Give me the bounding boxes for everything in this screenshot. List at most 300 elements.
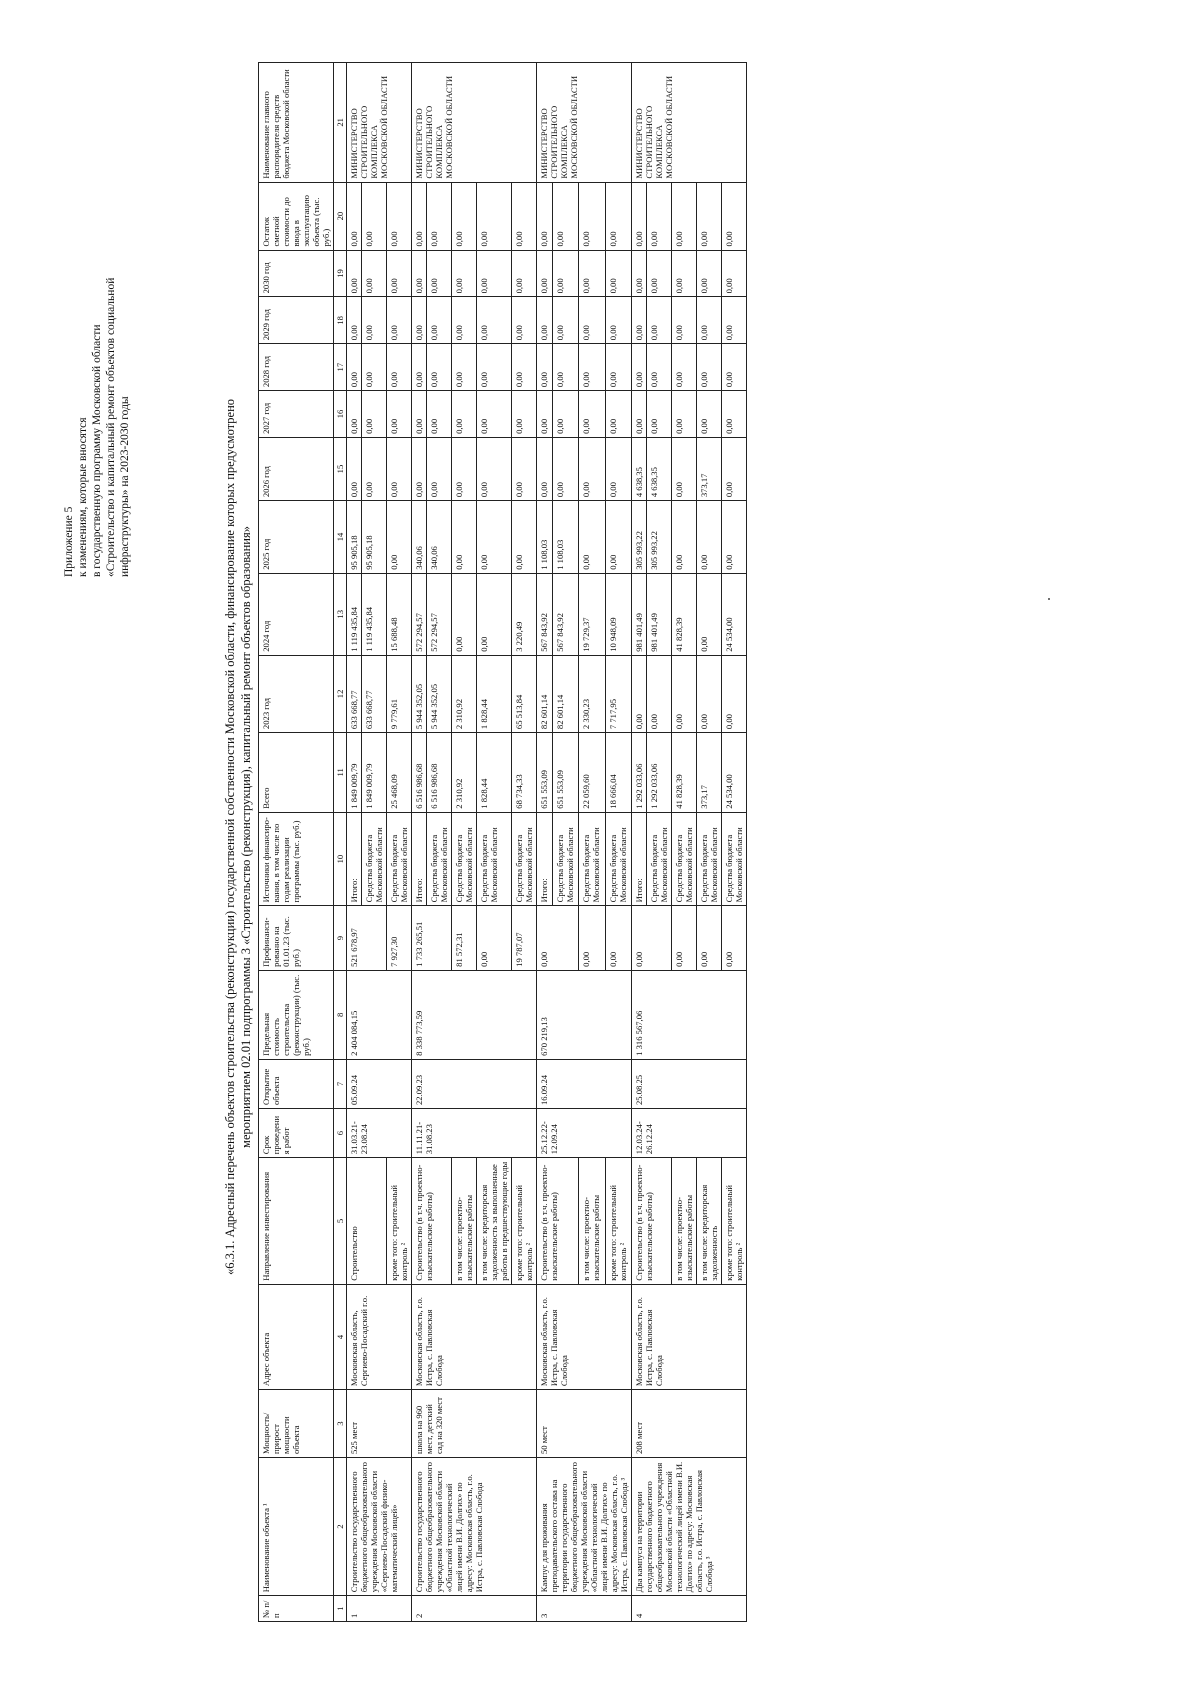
amount-cell: 0,00 bbox=[477, 437, 512, 500]
column-number: 20 bbox=[334, 182, 347, 250]
amount-cell: 0,00 bbox=[537, 344, 553, 391]
amount-cell: 981 401,49 bbox=[647, 573, 672, 655]
amount-cell: 0,00 bbox=[697, 250, 722, 297]
amount-cell: 0,00 bbox=[605, 501, 631, 574]
amount-cell: 0,00 bbox=[579, 182, 605, 250]
amount-cell: 981 401,49 bbox=[632, 573, 647, 655]
amount-cell: 567 843,92 bbox=[537, 573, 553, 655]
funding-source: Итого: bbox=[537, 812, 553, 906]
amount-cell: 0,00 bbox=[512, 501, 537, 574]
amount-cell: 65 513,84 bbox=[512, 655, 537, 732]
column-header: Наименование объекта ¹ bbox=[259, 1458, 334, 1596]
investment-direction: Строительство (в т.ч. проектно-изыскательские работы) bbox=[632, 1158, 672, 1285]
column-number: 17 bbox=[334, 344, 347, 391]
amount-cell: 0,00 bbox=[722, 501, 747, 574]
amount-cell: 0,00 bbox=[452, 182, 477, 250]
amount-cell: 0,00 bbox=[605, 391, 631, 438]
object-address: Московская область, г.о. Истра, с. Павловская Слобода bbox=[412, 1284, 537, 1389]
column-number: 8 bbox=[334, 970, 347, 1059]
amount-cell: 373,17 bbox=[697, 437, 722, 500]
amount-cell: 6 516 986,68 bbox=[412, 733, 427, 813]
title-line: мероприятием 02.01 подпрограммы 3 «Строительство (реконструкция), капитальный ремонт объектов образования» bbox=[239, 526, 253, 1148]
amount-cell: 0,00 bbox=[579, 437, 605, 500]
object-opening: 25.08.25 bbox=[632, 1059, 747, 1108]
amount-cell: 0,00 bbox=[347, 344, 362, 391]
amount-cell: 651 553,09 bbox=[537, 733, 553, 813]
budget-manager: МИНИСТЕРСТВО СТРОИТЕЛЬНОГО КОМПЛЕКСА МОСКОВСКОЙ ОБЛАСТИ bbox=[537, 63, 632, 183]
amount-cell: 0,00 bbox=[722, 391, 747, 438]
amount-cell: 0,00 bbox=[672, 297, 697, 344]
financed-amount: 81 572,31 bbox=[452, 906, 477, 970]
address-list-table bbox=[258, 62, 747, 1622]
amount-cell: 0,00 bbox=[477, 250, 512, 297]
amount-cell: 0,00 bbox=[552, 250, 578, 297]
amount-cell: 0,00 bbox=[452, 437, 477, 500]
object-opening: 05.09.24 bbox=[347, 1059, 412, 1108]
amount-cell: 0,00 bbox=[552, 437, 578, 500]
amount-cell: 5 944 352,05 bbox=[427, 655, 452, 732]
table-row bbox=[412, 63, 427, 1622]
investment-direction: в том числе: проектно-изыскательские работы bbox=[579, 1158, 605, 1285]
amount-cell: 1 828,44 bbox=[477, 733, 512, 813]
object-address: Московская область, г.о. Истра, с. Павловская Слобода bbox=[537, 1284, 632, 1389]
object-capacity: школа на 960 мест, детский сад на 320 мест bbox=[412, 1390, 537, 1458]
financed-amount: 0,00 bbox=[632, 906, 672, 970]
column-number: 5 bbox=[334, 1158, 347, 1285]
column-header: № п/п bbox=[259, 1596, 334, 1622]
column-header: 2026 год bbox=[259, 437, 334, 500]
financed-amount: 0,00 bbox=[697, 906, 722, 970]
funding-source: Итого: bbox=[347, 812, 362, 906]
amount-cell: 0,00 bbox=[412, 437, 427, 500]
amount-cell: 0,00 bbox=[512, 344, 537, 391]
column-number: 12 bbox=[334, 655, 347, 732]
amount-cell: 82 601,14 bbox=[552, 655, 578, 732]
amount-cell: 1 849 009,79 bbox=[347, 733, 362, 813]
funding-source: Средства бюджета Московской области bbox=[512, 812, 537, 906]
amount-cell: 0,00 bbox=[452, 250, 477, 297]
amount-cell: 0,00 bbox=[632, 182, 647, 250]
amount-cell: 4 638,35 bbox=[647, 437, 672, 500]
amount-cell: 0,00 bbox=[512, 297, 537, 344]
column-number: 3 bbox=[334, 1390, 347, 1458]
amount-cell: 1 119 435,84 bbox=[347, 573, 362, 655]
investment-direction: в том числе: кредиторская задолженность за выполненные работы в предшествующие годы bbox=[477, 1158, 512, 1285]
column-number: 4 bbox=[334, 1284, 347, 1389]
document-title bbox=[222, 177, 254, 1497]
amount-cell: 0,00 bbox=[452, 573, 477, 655]
amount-cell: 0,00 bbox=[412, 182, 427, 250]
amount-cell: 25 468,09 bbox=[387, 733, 412, 813]
amount-cell: 0,00 bbox=[672, 391, 697, 438]
investment-direction: кроме того: строительный контроль ² bbox=[387, 1158, 412, 1285]
object-name: Два кампуса на территории государственного бюджетного общеобразовательного учреждения Московской области «Областной технологический лицей имени В.И. Долгих» по адресу: Московская область, г.о. Истра, с. Павловская Слобода ³ bbox=[632, 1458, 747, 1596]
column-number: 13 bbox=[334, 573, 347, 655]
amount-cell: 0,00 bbox=[579, 501, 605, 574]
amount-cell: 0,00 bbox=[452, 344, 477, 391]
object-name: Кампус для проживания преподавательского состава на территории государственного бюджетного общеобразовательного учреждения Московской области «Областной технологический лицей имени В.И. Долгих» по адресу: Московская область, г.о. Истра, с. Павловская Слобода ³ bbox=[537, 1458, 632, 1596]
amount-cell: 0,00 bbox=[347, 391, 362, 438]
funding-source: Средства бюджета Московской области bbox=[722, 812, 747, 906]
column-number-row bbox=[334, 63, 347, 1622]
financed-amount: 19 787,07 bbox=[512, 906, 537, 970]
appendix-line: инфраструктуры» на 2023-2030 годы bbox=[119, 396, 131, 577]
amount-cell: 0,00 bbox=[722, 297, 747, 344]
amount-cell: 0,00 bbox=[537, 297, 553, 344]
funding-source: Средства бюджета Московской области bbox=[362, 812, 387, 906]
address-list-table-wrap bbox=[258, 62, 747, 1622]
amount-cell: 0,00 bbox=[477, 391, 512, 438]
object-number: 3 bbox=[537, 1596, 632, 1622]
amount-cell: 1 292 033,06 bbox=[632, 733, 647, 813]
column-header: Адрес объекта bbox=[259, 1284, 334, 1389]
amount-cell: 1 849 009,79 bbox=[362, 733, 387, 813]
amount-cell: 0,00 bbox=[579, 250, 605, 297]
funding-source: Средства бюджета Московской области bbox=[697, 812, 722, 906]
amount-cell: 0,00 bbox=[672, 344, 697, 391]
amount-cell: 0,00 bbox=[362, 182, 387, 250]
financed-amount: 0,00 bbox=[722, 906, 747, 970]
amount-cell: 0,00 bbox=[477, 297, 512, 344]
financed-amount: 0,00 bbox=[579, 906, 605, 970]
object-opening: 16.09.24 bbox=[537, 1059, 632, 1108]
amount-cell: 0,00 bbox=[579, 297, 605, 344]
work-term: 31.03.21-23.08.24 bbox=[347, 1109, 412, 1158]
amount-cell: 5 944 352,05 bbox=[412, 655, 427, 732]
amount-cell: 0,00 bbox=[477, 182, 512, 250]
amount-cell: 0,00 bbox=[387, 297, 412, 344]
column-header: Остаток сметной стоимости до ввода в эксплуатацию объекта (тыс. руб.) bbox=[259, 182, 334, 250]
column-number: 14 bbox=[334, 501, 347, 574]
appendix-line: Приложение 5 bbox=[63, 506, 75, 577]
object-address: Московская область, Сергиево-Посадский г.о. bbox=[347, 1284, 412, 1389]
amount-cell: 6 516 986,68 bbox=[427, 733, 452, 813]
funding-source: Средства бюджета Московской области bbox=[672, 812, 697, 906]
amount-cell: 0,00 bbox=[347, 182, 362, 250]
amount-cell: 0,00 bbox=[647, 344, 672, 391]
amount-cell: 572 294,57 bbox=[427, 573, 452, 655]
amount-cell: 0,00 bbox=[722, 344, 747, 391]
amount-cell: 7 717,95 bbox=[605, 655, 631, 732]
column-number: 21 bbox=[334, 63, 347, 183]
amount-cell: 0,00 bbox=[362, 344, 387, 391]
amount-cell: 373,17 bbox=[697, 733, 722, 813]
amount-cell: 0,00 bbox=[412, 297, 427, 344]
amount-cell: 0,00 bbox=[697, 501, 722, 574]
amount-cell: 95 905,18 bbox=[362, 501, 387, 574]
amount-cell: 19 729,37 bbox=[579, 573, 605, 655]
amount-cell: 0,00 bbox=[512, 437, 537, 500]
amount-cell: 0,00 bbox=[722, 250, 747, 297]
column-number: 15 bbox=[334, 437, 347, 500]
amount-cell: 0,00 bbox=[537, 182, 553, 250]
amount-cell: 0,00 bbox=[722, 182, 747, 250]
amount-cell: 24 534,00 bbox=[722, 573, 747, 655]
amount-cell: 0,00 bbox=[632, 655, 647, 732]
amount-cell: 0,00 bbox=[362, 437, 387, 500]
amount-cell: 0,00 bbox=[552, 344, 578, 391]
amount-cell: 0,00 bbox=[537, 391, 553, 438]
column-header: Срок проведения работ bbox=[259, 1109, 334, 1158]
column-header: Открытие объекта bbox=[259, 1059, 334, 1108]
amount-cell: 0,00 bbox=[387, 344, 412, 391]
investment-direction: кроме того: строительный контроль ² bbox=[512, 1158, 537, 1285]
amount-cell: 0,00 bbox=[347, 250, 362, 297]
amount-cell: 1 108,03 bbox=[552, 501, 578, 574]
column-header: 2028 год bbox=[259, 344, 334, 391]
amount-cell: 18 666,04 bbox=[605, 733, 631, 813]
limit-cost: 2 404 084,15 bbox=[347, 970, 412, 1059]
amount-cell: 633 668,77 bbox=[362, 655, 387, 732]
column-number: 16 bbox=[334, 391, 347, 438]
appendix-note bbox=[62, 157, 132, 577]
amount-cell: 0,00 bbox=[387, 501, 412, 574]
appendix-line: «Строительство и капитальный ремонт объектов социальной bbox=[105, 277, 117, 577]
financed-amount: 0,00 bbox=[672, 906, 697, 970]
appendix-line: в государственную программу Московской области bbox=[91, 324, 103, 577]
column-number: 9 bbox=[334, 906, 347, 970]
column-number: 1 bbox=[334, 1596, 347, 1622]
amount-cell: 0,00 bbox=[672, 250, 697, 297]
header-row bbox=[259, 63, 334, 1622]
investment-direction: в том числе: проектно-изыскательские работы bbox=[452, 1158, 477, 1285]
amount-cell: 0,00 bbox=[347, 437, 362, 500]
amount-cell: 1 828,44 bbox=[477, 655, 512, 732]
limit-cost: 1 316 567,06 bbox=[632, 970, 747, 1059]
amount-cell: 0,00 bbox=[512, 391, 537, 438]
amount-cell: 0,00 bbox=[672, 501, 697, 574]
amount-cell: 0,00 bbox=[605, 437, 631, 500]
amount-cell: 0,00 bbox=[632, 344, 647, 391]
column-header: Всего bbox=[259, 733, 334, 813]
amount-cell: 0,00 bbox=[537, 437, 553, 500]
amount-cell: 0,00 bbox=[362, 391, 387, 438]
column-header: 2024 год bbox=[259, 573, 334, 655]
funding-source: Средства бюджета Московской области bbox=[427, 812, 452, 906]
funding-source: Средства бюджета Московской области bbox=[552, 812, 578, 906]
budget-manager: МИНИСТЕРСТВО СТРОИТЕЛЬНОГО КОМПЛЕКСА МОСКОВСКОЙ ОБЛАСТИ bbox=[412, 63, 537, 183]
amount-cell: 0,00 bbox=[647, 655, 672, 732]
amount-cell: 15 688,48 bbox=[387, 573, 412, 655]
amount-cell: 305 993,22 bbox=[647, 501, 672, 574]
table-row bbox=[632, 63, 647, 1622]
amount-cell: 0,00 bbox=[605, 182, 631, 250]
column-header: Направление инвестирования bbox=[259, 1158, 334, 1285]
amount-cell: 340,06 bbox=[412, 501, 427, 574]
amount-cell: 9 779,61 bbox=[387, 655, 412, 732]
funding-source: Средства бюджета Московской области bbox=[477, 812, 512, 906]
investment-direction: кроме того: строительный контроль ² bbox=[722, 1158, 747, 1285]
amount-cell: 2 330,23 bbox=[579, 655, 605, 732]
funding-source: Итого: bbox=[412, 812, 427, 906]
amount-cell: 41 828,39 bbox=[672, 733, 697, 813]
amount-cell: 0,00 bbox=[387, 250, 412, 297]
column-number: 18 bbox=[334, 297, 347, 344]
amount-cell: 0,00 bbox=[697, 344, 722, 391]
object-capacity: 50 мест bbox=[537, 1390, 632, 1458]
investment-direction: Строительство (в т.ч. проектно-изыскательские работы) bbox=[412, 1158, 452, 1285]
amount-cell: 0,00 bbox=[672, 655, 697, 732]
amount-cell: 0,00 bbox=[387, 182, 412, 250]
amount-cell: 0,00 bbox=[647, 250, 672, 297]
amount-cell: 0,00 bbox=[697, 655, 722, 732]
amount-cell: 0,00 bbox=[412, 250, 427, 297]
object-capacity: 208 мест bbox=[632, 1390, 747, 1458]
amount-cell: 0,00 bbox=[427, 297, 452, 344]
amount-cell: 0,00 bbox=[412, 391, 427, 438]
column-number: 10 bbox=[334, 812, 347, 906]
amount-cell: 0,00 bbox=[452, 501, 477, 574]
amount-cell: 0,00 bbox=[427, 437, 452, 500]
amount-cell: 633 668,77 bbox=[347, 655, 362, 732]
amount-cell: 651 553,09 bbox=[552, 733, 578, 813]
object-address: Московская область, г.о. Истра, с. Павловская Слобода bbox=[632, 1284, 747, 1389]
amount-cell: 0,00 bbox=[427, 344, 452, 391]
amount-cell: 0,00 bbox=[647, 297, 672, 344]
amount-cell: 0,00 bbox=[427, 182, 452, 250]
table-row bbox=[537, 63, 553, 1622]
column-header: 2025 год bbox=[259, 501, 334, 574]
amount-cell: 0,00 bbox=[452, 297, 477, 344]
object-number: 2 bbox=[412, 1596, 537, 1622]
financed-amount: 0,00 bbox=[605, 906, 631, 970]
limit-cost: 670 219,13 bbox=[537, 970, 632, 1059]
column-header: 2023 год bbox=[259, 655, 334, 732]
amount-cell: 0,00 bbox=[347, 297, 362, 344]
amount-cell: 2 310,92 bbox=[452, 655, 477, 732]
amount-cell: 0,00 bbox=[632, 391, 647, 438]
amount-cell: 340,06 bbox=[427, 501, 452, 574]
amount-cell: 0,00 bbox=[512, 182, 537, 250]
amount-cell: 0,00 bbox=[697, 391, 722, 438]
amount-cell: 0,00 bbox=[387, 391, 412, 438]
amount-cell: 41 828,39 bbox=[672, 573, 697, 655]
column-number: 7 bbox=[334, 1059, 347, 1108]
amount-cell: 567 843,92 bbox=[552, 573, 578, 655]
column-header: 2027 год bbox=[259, 391, 334, 438]
amount-cell: 0,00 bbox=[632, 250, 647, 297]
column-header: Предельная стоимость строительства (реконструкции) (тыс. руб.) bbox=[259, 970, 334, 1059]
amount-cell: 0,00 bbox=[552, 297, 578, 344]
amount-cell: 82 601,14 bbox=[537, 655, 553, 732]
column-header: 2029 год bbox=[259, 297, 334, 344]
financed-amount: 1 733 265,51 bbox=[412, 906, 452, 970]
amount-cell: 3 220,49 bbox=[512, 573, 537, 655]
amount-cell: 0,00 bbox=[387, 437, 412, 500]
object-name: Строительство государственного бюджетного общеобразовательного учреждения Московской области «Сергиево-Посадский физико-математический лицей» bbox=[347, 1458, 412, 1596]
amount-cell: 95 905,18 bbox=[347, 501, 362, 574]
work-term: 25.12.22-12.09.24 bbox=[537, 1109, 632, 1158]
amount-cell: 1 119 435,84 bbox=[362, 573, 387, 655]
title-line: «6.3.1. Адресный перечень объектов строительства (реконструкции) государственной собственности Московской области, финансирование которых предусмотрено bbox=[223, 398, 237, 1276]
investment-direction: в том числе: проектно-изыскательские работы bbox=[672, 1158, 697, 1285]
amount-cell: 0,00 bbox=[552, 391, 578, 438]
column-header: Мощность/ прирост мощности объекта bbox=[259, 1390, 334, 1458]
amount-cell: 0,00 bbox=[412, 344, 427, 391]
amount-cell: 0,00 bbox=[632, 297, 647, 344]
column-number: 6 bbox=[334, 1109, 347, 1158]
work-term: 12.03.24-26.12.24 bbox=[632, 1109, 747, 1158]
amount-cell: 0,00 bbox=[362, 250, 387, 297]
column-header: Источники финансиро-вания, в том числе по годам реализации программы (тыс. руб.) bbox=[259, 812, 334, 906]
amount-cell: 0,00 bbox=[697, 573, 722, 655]
amount-cell: 4 638,35 bbox=[632, 437, 647, 500]
amount-cell: 0,00 bbox=[605, 344, 631, 391]
amount-cell: 0,00 bbox=[722, 437, 747, 500]
amount-cell: 0,00 bbox=[512, 250, 537, 297]
amount-cell: 1 292 033,06 bbox=[647, 733, 672, 813]
object-number: 4 bbox=[632, 1596, 747, 1622]
funding-source: Средства бюджета Московской области bbox=[387, 812, 412, 906]
table-body bbox=[334, 63, 747, 1622]
scan-speck bbox=[1048, 598, 1050, 600]
object-capacity: 525 мест bbox=[347, 1390, 412, 1458]
investment-direction: кроме того: строительный контроль ² bbox=[605, 1158, 631, 1285]
column-number: 11 bbox=[334, 733, 347, 813]
investment-direction: Строительство bbox=[347, 1158, 387, 1285]
amount-cell: 0,00 bbox=[477, 344, 512, 391]
amount-cell: 0,00 bbox=[722, 655, 747, 732]
amount-cell: 0,00 bbox=[452, 391, 477, 438]
amount-cell: 0,00 bbox=[579, 391, 605, 438]
funding-source: Средства бюджета Московской области bbox=[579, 812, 605, 906]
column-number: 19 bbox=[334, 250, 347, 297]
amount-cell: 24 534,00 bbox=[722, 733, 747, 813]
funding-source: Средства бюджета Московской области bbox=[452, 812, 477, 906]
financed-amount: 0,00 bbox=[477, 906, 512, 970]
funding-source: Средства бюджета Московской области bbox=[605, 812, 631, 906]
amount-cell: 0,00 bbox=[537, 250, 553, 297]
amount-cell: 0,00 bbox=[579, 344, 605, 391]
column-header: Профинанси-рованно на 01.01.23 (тыс. руб.) bbox=[259, 906, 334, 970]
funding-source: Итого: bbox=[632, 812, 647, 906]
amount-cell: 1 108,03 bbox=[537, 501, 553, 574]
work-term: 11.11.21-31.08.23 bbox=[412, 1109, 537, 1158]
object-number: 1 bbox=[347, 1596, 412, 1622]
amount-cell: 0,00 bbox=[552, 182, 578, 250]
table-row bbox=[347, 63, 362, 1622]
column-number: 2 bbox=[334, 1458, 347, 1596]
amount-cell: 0,00 bbox=[605, 297, 631, 344]
budget-manager: МИНИСТЕРСТВО СТРОИТЕЛЬНОГО КОМПЛЕКСА МОСКОВСКОЙ ОБЛАСТИ bbox=[347, 63, 412, 183]
amount-cell: 572 294,57 bbox=[412, 573, 427, 655]
financed-amount: 521 678,97 bbox=[347, 906, 387, 970]
object-name: Строительство государственного бюджетного общеобразовательного учреждения Московской области «Областной технологический лицей имени В.И. Долгих» по адресу: Московская область, г.о. Истра, с. Павловская Слобода bbox=[412, 1458, 537, 1596]
budget-manager: МИНИСТЕРСТВО СТРОИТЕЛЬНОГО КОМПЛЕКСА МОСКОВСКОЙ ОБЛАСТИ bbox=[632, 63, 747, 183]
amount-cell: 10 948,09 bbox=[605, 573, 631, 655]
amount-cell: 0,00 bbox=[647, 391, 672, 438]
appendix-line: к изменениям, которые вносятся bbox=[77, 417, 89, 577]
amount-cell: 305 993,22 bbox=[632, 501, 647, 574]
amount-cell: 0,00 bbox=[697, 182, 722, 250]
amount-cell: 0,00 bbox=[697, 297, 722, 344]
amount-cell: 0,00 bbox=[647, 182, 672, 250]
financed-amount: 0,00 bbox=[537, 906, 579, 970]
amount-cell: 0,00 bbox=[427, 250, 452, 297]
amount-cell: 0,00 bbox=[477, 501, 512, 574]
amount-cell: 22 059,60 bbox=[579, 733, 605, 813]
object-opening: 22.09.23 bbox=[412, 1059, 537, 1108]
investment-direction: в том числе: кредиторская задолженность bbox=[697, 1158, 722, 1285]
amount-cell: 2 310,92 bbox=[452, 733, 477, 813]
amount-cell: 0,00 bbox=[672, 182, 697, 250]
amount-cell: 0,00 bbox=[605, 250, 631, 297]
amount-cell: 0,00 bbox=[427, 391, 452, 438]
funding-source: Средства бюджета Московской области bbox=[647, 812, 672, 906]
amount-cell: 0,00 bbox=[477, 573, 512, 655]
limit-cost: 8 338 773,59 bbox=[412, 970, 537, 1059]
column-header: 2030 год bbox=[259, 250, 334, 297]
